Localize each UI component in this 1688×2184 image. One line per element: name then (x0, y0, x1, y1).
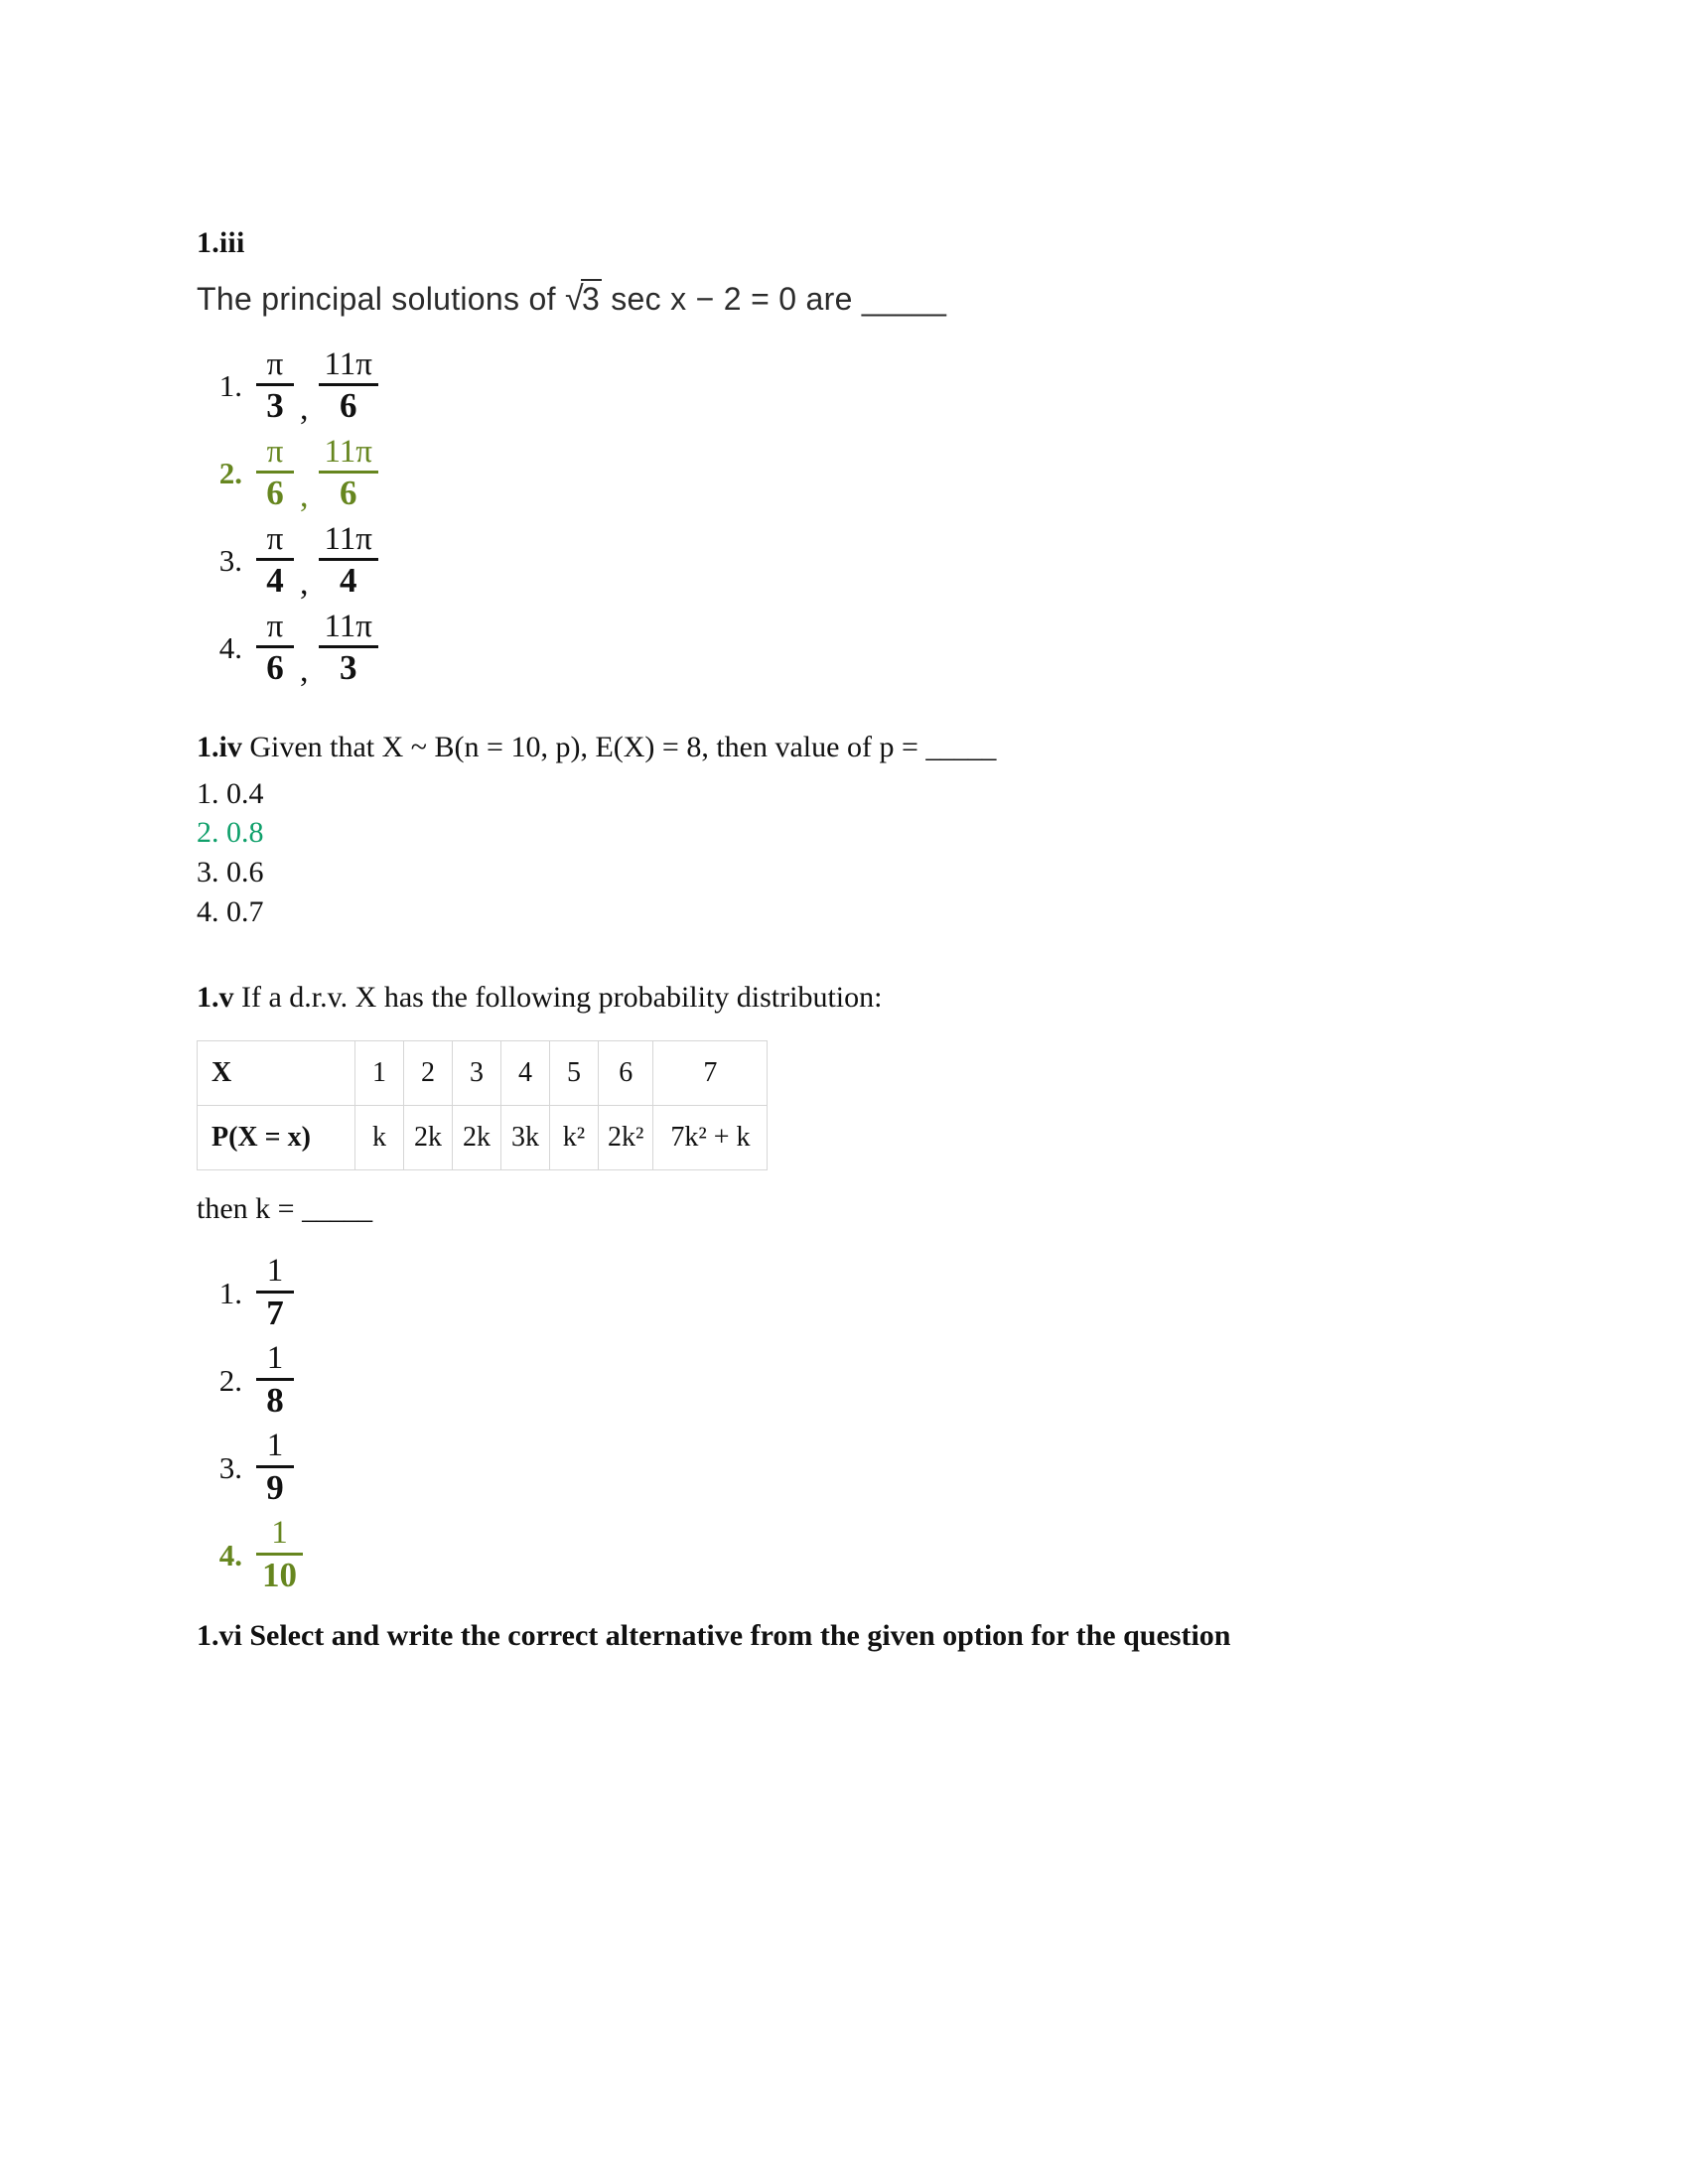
fraction (256, 520, 294, 601)
question-1iv-options (197, 774, 1487, 933)
option-number: 4. (218, 1537, 242, 1572)
fraction (319, 608, 378, 688)
spacer (197, 260, 1487, 278)
fraction (256, 1428, 294, 1508)
option-number: 4. (218, 630, 242, 665)
fraction (256, 1340, 294, 1421)
fraction (256, 433, 294, 513)
fraction (319, 345, 378, 426)
square-root-icon (565, 278, 602, 319)
option-row[interactable] (197, 607, 1487, 690)
fraction-denominator: 3 (266, 386, 284, 426)
option-number: 3. (218, 543, 242, 578)
table-row-header-p: P(X = x) (198, 1105, 355, 1169)
fraction-denominator: 6 (266, 474, 284, 513)
question-1iv-label: 1.iv (197, 731, 242, 763)
option-separator: , (300, 565, 309, 602)
option-row[interactable]: 4. 0.7 (197, 895, 264, 929)
option-row-correct[interactable] (197, 1514, 1487, 1597)
fraction-denominator: 6 (266, 648, 284, 688)
fraction-denominator: 10 (262, 1556, 297, 1595)
table-cell-p: 7k² + k (653, 1105, 768, 1169)
fraction-numerator: 11π (324, 608, 372, 644)
option-number: 2. (218, 456, 242, 490)
option-row[interactable]: 3. 0.6 (197, 856, 264, 889)
table-cell-p: 2k (404, 1105, 453, 1169)
option-number: 3. (218, 1449, 242, 1485)
table-cell-x: 5 (550, 1040, 599, 1105)
fraction-numerator: 1 (266, 1340, 284, 1377)
radicand: 3 (581, 281, 601, 317)
fraction (319, 520, 378, 601)
fraction-numerator: 1 (266, 1253, 284, 1290)
question-1iii-stem-prefix: The principal solutions of (197, 281, 565, 317)
option-row[interactable] (197, 519, 1487, 603)
spacer (197, 932, 1487, 978)
fraction (256, 1253, 294, 1333)
table-cell-x: 7 (653, 1040, 768, 1105)
question-1v-options (197, 1252, 1487, 1597)
fraction-denominator: 9 (266, 1468, 284, 1508)
table-cell-p: 2k (453, 1105, 501, 1169)
table-row (198, 1040, 768, 1105)
option-row[interactable] (197, 1339, 1487, 1423)
table-cell-p: 3k (501, 1105, 550, 1169)
option-row[interactable] (197, 344, 1487, 428)
fraction (256, 1515, 303, 1595)
option-number: 1. (218, 1275, 242, 1310)
probability-distribution-table (197, 1040, 768, 1170)
fraction-numerator: 1 (271, 1515, 288, 1552)
fraction-numerator: π (266, 345, 284, 382)
table-cell-p: k² (550, 1105, 599, 1169)
option-row[interactable] (197, 1427, 1487, 1510)
table-cell-p: k (355, 1105, 404, 1169)
table-cell-x: 3 (453, 1040, 501, 1105)
spacer (197, 1601, 1487, 1619)
fraction-numerator: 11π (324, 433, 372, 470)
option-row-correct[interactable]: 2. 0.8 (197, 816, 264, 850)
option-row-correct[interactable] (197, 432, 1487, 515)
fraction-numerator: π (266, 433, 284, 470)
then-k-text: then k = (197, 1191, 303, 1225)
document-content (197, 226, 1487, 1653)
question-1iv-text: Given that X ~ B(n = 10, p), E(X) = 8, then value of p = (241, 731, 926, 763)
fraction (256, 345, 294, 426)
option-number: 1. (218, 368, 242, 403)
question-1iii-stem (197, 278, 1487, 319)
question-1v-label: 1.v (197, 981, 234, 1015)
radical-symbol: √ (564, 280, 584, 318)
answer-blank: _____ (925, 731, 996, 763)
fraction (319, 433, 378, 513)
option-separator: , (300, 478, 309, 514)
table-cell-x: 4 (501, 1040, 550, 1105)
fraction-denominator: 3 (339, 648, 357, 688)
option-row[interactable]: 1. 0.4 (197, 776, 264, 810)
option-number: 2. (218, 1362, 242, 1398)
option-separator: , (300, 652, 309, 689)
fraction (256, 608, 294, 688)
fraction-denominator: 8 (266, 1381, 284, 1421)
fraction-denominator: 4 (339, 561, 357, 601)
option-separator: , (300, 390, 309, 427)
fraction-numerator: 1 (266, 1428, 284, 1464)
table-cell-x: 6 (599, 1040, 653, 1105)
fraction-numerator: 11π (324, 520, 372, 557)
question-1v-stem (197, 978, 1487, 1019)
option-row[interactable] (197, 1252, 1487, 1335)
fraction-numerator: π (266, 608, 284, 644)
question-1v-text: If a d.r.v. X has the following probability distribution: (233, 981, 883, 1015)
question-1iv-stem (197, 728, 1487, 768)
fraction-denominator: 6 (339, 474, 357, 513)
fraction-numerator: π (266, 520, 284, 557)
answer-blank: _____ (861, 281, 945, 317)
fraction-numerator: 11π (324, 345, 372, 382)
answer-blank: _____ (302, 1191, 372, 1225)
fraction-denominator: 4 (266, 561, 284, 601)
question-1iii-heading: 1.iii (197, 226, 245, 259)
table-cell-x: 2 (404, 1040, 453, 1105)
table-cell-p: 2k² (599, 1105, 653, 1169)
spacer (197, 694, 1487, 728)
fraction-denominator: 7 (266, 1294, 284, 1333)
table-cell-x: 1 (355, 1040, 404, 1105)
table-row-header-x: X (198, 1040, 355, 1105)
table-row (198, 1105, 768, 1169)
question-1iii-stem-suffix: sec x − 2 = 0 are (602, 281, 862, 317)
question-1iii-options (197, 344, 1487, 690)
question-1vi-text: 1.vi Select and write the correct alternative from the given option for the question (197, 1618, 1231, 1652)
question-1v-then-line (197, 1192, 1487, 1226)
fraction-denominator: 6 (339, 386, 357, 426)
